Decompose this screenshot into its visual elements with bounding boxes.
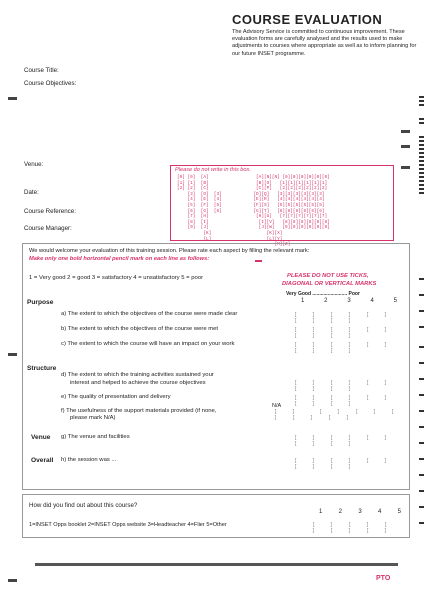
form-intro: The Advisory Service is committed to continuous improvement. These evaluation forms are carefully analysed and the results used to make adjustments to courses where appropriate as well as to inform planning for our future INSET programme. bbox=[232, 29, 417, 57]
column-3: 3 bbox=[347, 298, 351, 304]
source-col-2: 2 bbox=[338, 509, 342, 515]
question-g: g) The venue and facilities bbox=[61, 434, 130, 440]
timing-mark bbox=[8, 353, 17, 356]
column-numbers bbox=[301, 298, 397, 304]
pto-label: PTO bbox=[376, 575, 391, 582]
rating-row-b[interactable]: [ ] [ ] [ ] [ ] [ ] bbox=[294, 327, 394, 339]
warning-line-1: PLEASE DO NOT USE TICKS, bbox=[287, 273, 369, 279]
section-venue: Venue bbox=[31, 434, 51, 441]
rating-row-e[interactable]: [ ] [ ] [ ] [ ] [ ] bbox=[294, 395, 394, 407]
source-question: How did you find out about this course? bbox=[29, 502, 138, 509]
source-rating-row[interactable]: [ ] [ ] [ ] [ ] [ ] bbox=[312, 522, 394, 534]
evaluation-box bbox=[22, 243, 410, 490]
source-col-4: 4 bbox=[377, 509, 382, 515]
venue-label: Venue: bbox=[24, 161, 44, 168]
question-a: a) The extent to which the objectives of the course were made clear bbox=[61, 311, 238, 317]
date-label: Date: bbox=[24, 189, 39, 196]
column-5: 5 bbox=[393, 298, 397, 304]
question-f-line2: please mark N/A) bbox=[70, 415, 116, 421]
section-structure: Structure bbox=[27, 365, 57, 372]
instructions-mark-note: Make only one bold horizontal pencil mark on each line as follows: bbox=[29, 256, 210, 262]
right-timing-marks bbox=[419, 96, 424, 196]
rating-row-g[interactable]: [ ] [ ] [ ] [ ] [ ] bbox=[294, 435, 394, 447]
question-f-line1: f) The usefulness of the support materials provided (if none, bbox=[61, 408, 217, 414]
course-objectives-label: Course Objectives: bbox=[24, 80, 77, 87]
question-b: b) The extent to which the objectives of the course were met bbox=[61, 326, 219, 332]
na-label: N/A bbox=[272, 403, 282, 409]
section-purpose: Purpose bbox=[27, 299, 54, 306]
warning-line-2: DIAGONAL OR VERTICAL MARKS bbox=[282, 281, 377, 287]
timing-mark bbox=[401, 130, 410, 133]
source-col-5: 5 bbox=[397, 509, 401, 515]
source-box bbox=[22, 494, 410, 538]
question-c: c) The extent to which the course will have an impact on your work bbox=[61, 341, 235, 347]
office-use-grid: [0] [0] [A] [A][N][N] [0][0][0][0][0][0] [1] [1] [B] [B][O] [1][1][1][1][1][1] [2] [2] [C] [C][P] [2][2][2][2][2][2] [3] [D] [3] [D][Q] [3][3][3][3][3][3] [4] [E] [4] [E][R] [4][4][4][4][4][4] [5] [F] [5] [F][S] [5][5][5][5][5][5] [6] [G] [6] [G][T] [6][6][6][6][6][6] [7] [H] [H][U] [7][7][7][7][7][7] [8] [I] [I][V] [8][8][8][8][8][8] [9] [J] [J][W] [9][9][9][9][9][9] [K] [K][X] [L] [L][Y] [M][Z] bbox=[177, 175, 330, 248]
rating-row-a[interactable]: [ ] [ ] [ ] [ ] [ ] bbox=[294, 312, 394, 324]
source-options: 1=INSET Opps booklet 2=INSET Opps website 3=Headteacher 4=Flier 5=Other bbox=[29, 522, 227, 528]
timing-mark bbox=[401, 145, 410, 148]
right-timing-marks-lower bbox=[419, 278, 424, 526]
scale-header: Very Good ......................... Poor bbox=[286, 291, 360, 297]
rating-row-d[interactable]: [ ] [ ] [ ] [ ] [ ] bbox=[294, 380, 394, 392]
rating-row-c[interactable]: [ ] [ ] [ ] [ ] [ ] bbox=[294, 342, 394, 354]
instructions-welcome: We would welcome your evaluation of this training session. Please rate each aspect by filling the relevant mark: bbox=[29, 248, 310, 254]
section-overall: Overall bbox=[31, 457, 54, 464]
rating-scale: 1 = Very good 2 = good 3 = satisfactory 4 = unsatisfactory 5 = poor bbox=[29, 275, 204, 281]
rating-row-h[interactable]: [ ] [ ] [ ] [ ] [ ] bbox=[294, 458, 394, 470]
form-title: COURSE EVALUATION bbox=[232, 12, 383, 27]
course-reference-label: Course Reference: bbox=[24, 208, 76, 215]
question-h: h) the session was ... bbox=[61, 457, 117, 463]
question-d-line2: interest and helped to achieve the course objectives bbox=[70, 380, 206, 386]
timing-mark bbox=[401, 166, 410, 169]
example-mark bbox=[255, 260, 262, 262]
course-manager-label: Course Manager: bbox=[24, 225, 72, 232]
footer-rule bbox=[35, 563, 398, 566]
question-e: e) The quality of presentation and delivery bbox=[61, 394, 171, 400]
question-d-line1: d) The extent to which the training activities sustained your bbox=[61, 372, 214, 378]
source-column-numbers bbox=[319, 509, 401, 515]
source-col-1: 1 bbox=[319, 509, 323, 515]
column-4: 4 bbox=[370, 298, 374, 304]
course-title-label: Course Title: bbox=[24, 67, 59, 74]
timing-mark bbox=[8, 97, 17, 100]
timing-mark bbox=[8, 579, 17, 582]
column-1: 1 bbox=[301, 298, 305, 304]
office-use-box bbox=[170, 165, 394, 248]
column-2: 2 bbox=[324, 298, 328, 304]
source-col-3: 3 bbox=[358, 509, 362, 515]
office-use-notice: Please do not write in this box. bbox=[175, 167, 251, 173]
rating-row-f[interactable]: [ ] [ ] [ ] [ ] [ ] [ ] bbox=[274, 409, 401, 421]
